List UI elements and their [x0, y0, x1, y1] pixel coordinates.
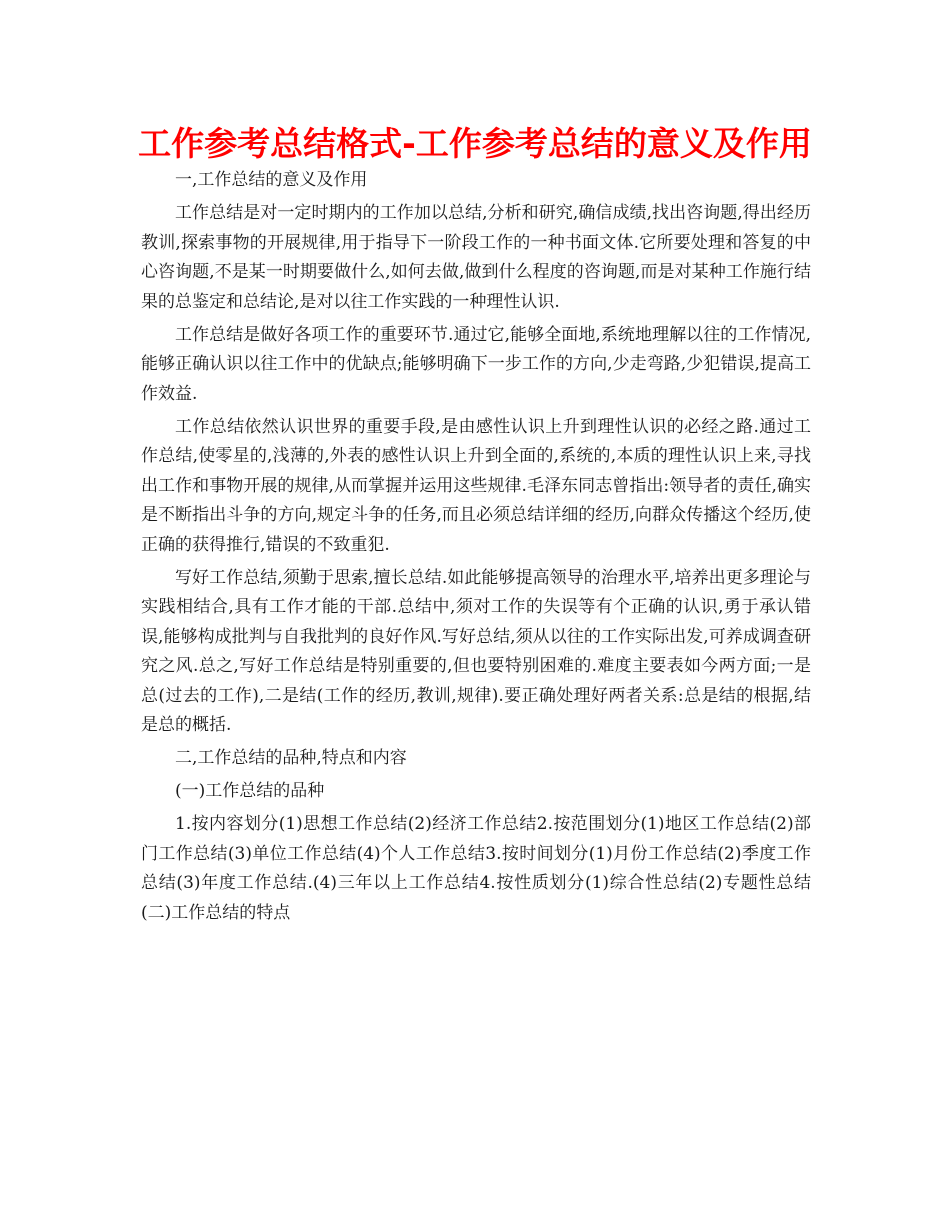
document-body	[141, 166, 811, 932]
paragraph-2: 工作总结是做好各项工作的重要环节.通过它,能够全面地,系统地理解以往的工作情况,能够正确认识以往工作中的优缺点;能够明确下一步工作的方向,少走弯路,少犯错误,提高工作效益.	[141, 324, 811, 404]
section-heading-1: 一,工作总结的意义及作用	[175, 170, 368, 190]
paragraph-1: 工作总结是对一定时期内的工作加以总结,分析和研究,确信成绩,找出咨询题,得出经历教训,探索事物的开展规律,用于指导下一阶段工作的一种书面文体.它所要处理和答复的中心咨询题,不是某一时期要做什么,如何去做,做到什么程度的咨询题,而是对某种工作施行结果的总鉴定和总结论,是对以往工作实践的一种理性认识.	[141, 203, 811, 312]
paragraph-5: 1.按内容划分(1)思想工作总结(2)经济工作总结2.按范围划分(1)地区工作总结(2)部门工作总结(3)单位工作总结(4)个人工作总结3.按时间划分(1)月份工作总结(2)季度工作总结(3)年度工作总结.(4)三年以上工作总结4.按性质划分(1)综合性总结(2)专题性总结(二)工作总结的特点	[141, 814, 811, 923]
document-title: 工作参考总结格式-工作参考总结的意义及作用	[138, 124, 812, 163]
section-heading-2: 二,工作总结的品种,特点和内容	[175, 748, 407, 768]
subsection-heading-1: (一)工作总结的品种	[175, 781, 325, 801]
paragraph-4: 写好工作总结,须勤于思索,擅长总结.如此能够提高领导的治理水平,培养出更多理论与实践相结合,具有工作才能的干部.总结中,须对工作的失误等有个正确的认识,勇于承认错误,能够构成批判与自我批判的良好作风.写好总结,须从以往的工作实际出发,可养成调查研究之风.总之,写好工作总结是特别重要的,但也要特别困难的.难度主要表如今两方面;一是总(过去的工作),二是结(工作的经历,教训,规律).要正确处理好两者关系:总是结的根据,结是总的概括.	[141, 567, 811, 735]
paragraph-3: 工作总结依然认识世界的重要手段,是由感性认识上升到理性认识的必经之路.通过工作总结,使零星的,浅薄的,外表的感性认识上升到全面的,系统的,本质的理性认识上来,寻找出工作和事物开展的规律,从而掌握并运用这些规律.毛泽东同志曾指出:领导者的责任,确实是不断指出斗争的方向,规定斗争的任务,而且必须总结详细的经历,向群众传播这个经历,使正确的获得推行,错误的不致重犯.	[141, 416, 811, 555]
